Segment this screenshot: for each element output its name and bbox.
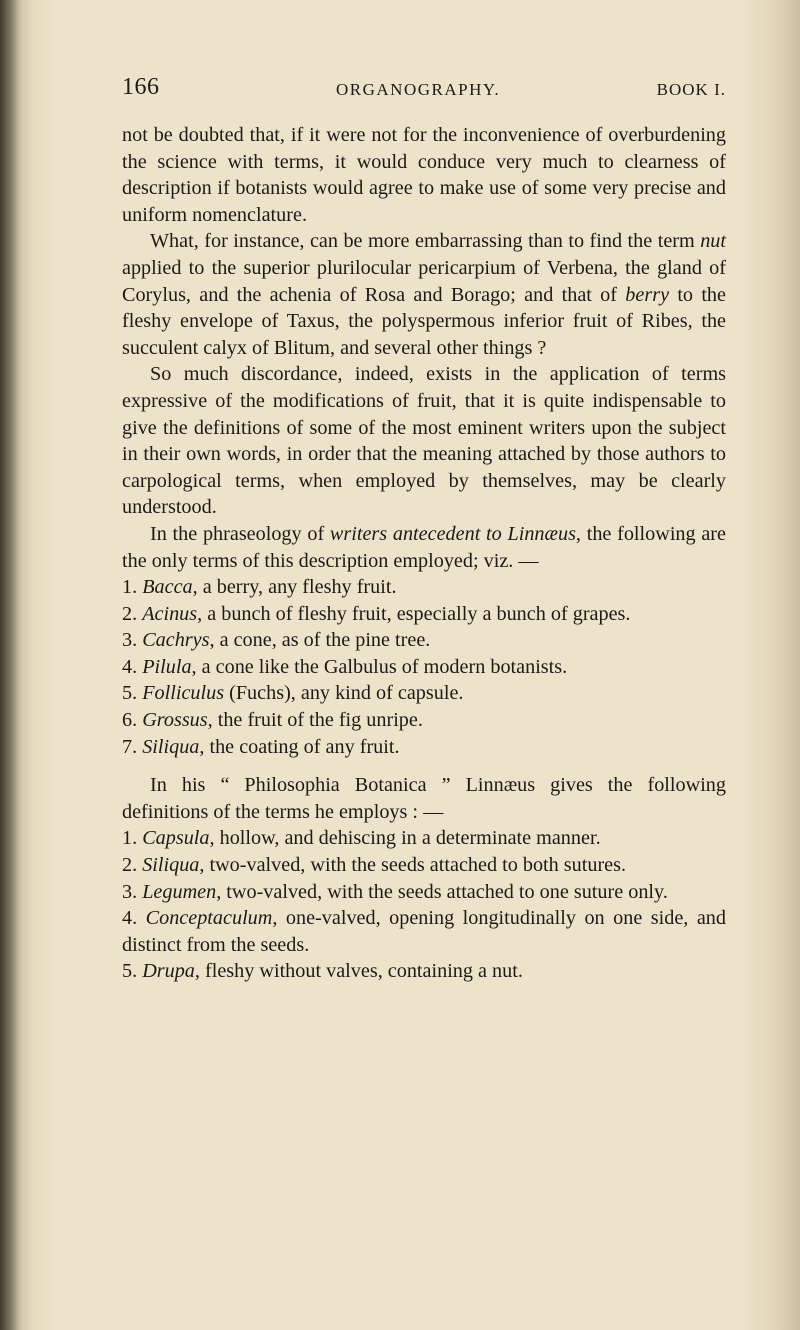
item-number: 6. bbox=[122, 709, 138, 732]
item-number: 5. bbox=[122, 960, 138, 983]
binding-gutter bbox=[0, 0, 22, 1330]
item-definition: (Fuchs), any kind of capsule. bbox=[224, 682, 464, 705]
paragraph-2-part-a: What, for instance, can be more embarrassing than to find the term bbox=[150, 230, 701, 253]
item-definition: , a berry, any fleshy fruit. bbox=[192, 576, 397, 599]
item-term: Folliculus bbox=[142, 682, 225, 705]
item-number: 7. bbox=[122, 735, 138, 758]
list-item bbox=[122, 627, 726, 654]
item-definition: , a cone like the Galbulus of modern botanists. bbox=[191, 655, 568, 678]
linnaean-list bbox=[122, 825, 726, 985]
paragraph-2 bbox=[122, 228, 726, 361]
list-item bbox=[122, 601, 726, 628]
item-number: 4. bbox=[122, 655, 138, 678]
paragraph-5: In his “ Philosophia Botanica ” Linnæus gives the following definitions of the terms he employs : — bbox=[122, 774, 726, 823]
paragraph-2-part-b: applied to the superior plurilocular pericarpium of Verbena, the gland of Corylus, and the achenia of Rosa and Borago; and that of bbox=[122, 256, 726, 306]
list-item bbox=[122, 852, 726, 879]
item-definition: , a bunch of fleshy fruit, especially a bunch of grapes. bbox=[197, 602, 631, 625]
item-definition: , a cone, as of the pine tree. bbox=[209, 629, 431, 652]
item-definition: , the coating of any fruit. bbox=[199, 735, 400, 758]
item-definition: , one-valved, opening longitudinally on one side, and distinct from the seeds. bbox=[122, 907, 726, 956]
item-term: Capsula bbox=[142, 827, 210, 850]
item-term: Pilula bbox=[142, 655, 192, 678]
item-number: 1. bbox=[122, 827, 138, 850]
item-term: Drupa bbox=[142, 960, 195, 983]
item-term: Siliqua bbox=[142, 854, 200, 877]
list-item bbox=[122, 905, 726, 958]
item-term: Legumen bbox=[142, 880, 217, 903]
item-term: Acinus bbox=[142, 602, 198, 625]
writers-antecedent-phrase: writers antecedent to Linnæus bbox=[329, 522, 576, 545]
item-term: Siliqua bbox=[142, 735, 200, 758]
paragraph-4-part-b: , the following are the only terms of this description employed; viz. — bbox=[122, 522, 726, 572]
list-item bbox=[122, 707, 726, 734]
item-term: Conceptaculum bbox=[145, 907, 273, 930]
list-item bbox=[122, 879, 726, 906]
pre-linnaean-list bbox=[122, 574, 726, 760]
running-head: ORGANOGRAPHY. bbox=[336, 80, 501, 99]
list-item bbox=[122, 825, 726, 852]
section-gap bbox=[122, 760, 726, 772]
body-text bbox=[122, 122, 726, 985]
paragraph-3: So much discordance, indeed, exists in the application of terms expressive of the modifications of fruit, that it is quite indispensable to give the definitions of some of the most eminent writers upon the subject in their own words, in order that the meaning attached by those authors to carpological terms, when employed by themselves, may be clearly understood. bbox=[122, 363, 726, 519]
item-definition: , two-valved, with the seeds attached to both sutures. bbox=[199, 854, 627, 877]
paragraph-2-part-c: to the fleshy envelope of Taxus, the polyspermous inferior fruit of Ribes, the succulent calyx of Blitum, and several other things ? bbox=[122, 283, 726, 359]
page-header bbox=[122, 74, 726, 104]
item-number: 4. bbox=[122, 907, 138, 930]
item-definition: , hollow, and dehiscing in a determinate manner. bbox=[209, 827, 601, 850]
term-nut: nut bbox=[700, 230, 726, 253]
item-definition: , two-valved, with the seeds attached to one suture only. bbox=[216, 880, 668, 903]
list-item bbox=[122, 654, 726, 681]
list-item bbox=[122, 574, 726, 601]
list-item bbox=[122, 680, 726, 707]
paragraph-4 bbox=[122, 521, 726, 574]
paragraph-4-part-a: In the phraseology of bbox=[150, 522, 330, 545]
item-number: 1. bbox=[122, 576, 138, 599]
item-number: 5. bbox=[122, 682, 138, 705]
item-number: 2. bbox=[122, 602, 138, 625]
list-item bbox=[122, 734, 726, 761]
list-item bbox=[122, 958, 726, 985]
item-number: 3. bbox=[122, 880, 138, 903]
book-label: BOOK I. bbox=[656, 80, 726, 99]
paragraph-1: not be doubted that, if it were not for the inconvenience of overburdening the science with terms, it would conduce very much to clearness of description if botanists would agree to make use of some very precise and uniform nomenclature. bbox=[122, 124, 726, 226]
item-term: Bacca bbox=[142, 576, 193, 599]
page-number: 166 bbox=[122, 74, 160, 100]
item-number: 2. bbox=[122, 854, 138, 877]
term-berry: berry bbox=[625, 283, 670, 306]
item-term: Cachrys bbox=[142, 629, 210, 652]
item-definition: , the fruit of the fig unripe. bbox=[207, 709, 423, 732]
item-definition: , fleshy without valves, containing a nut. bbox=[194, 960, 523, 983]
item-term: Grossus bbox=[142, 709, 208, 732]
item-number: 3. bbox=[122, 629, 138, 652]
